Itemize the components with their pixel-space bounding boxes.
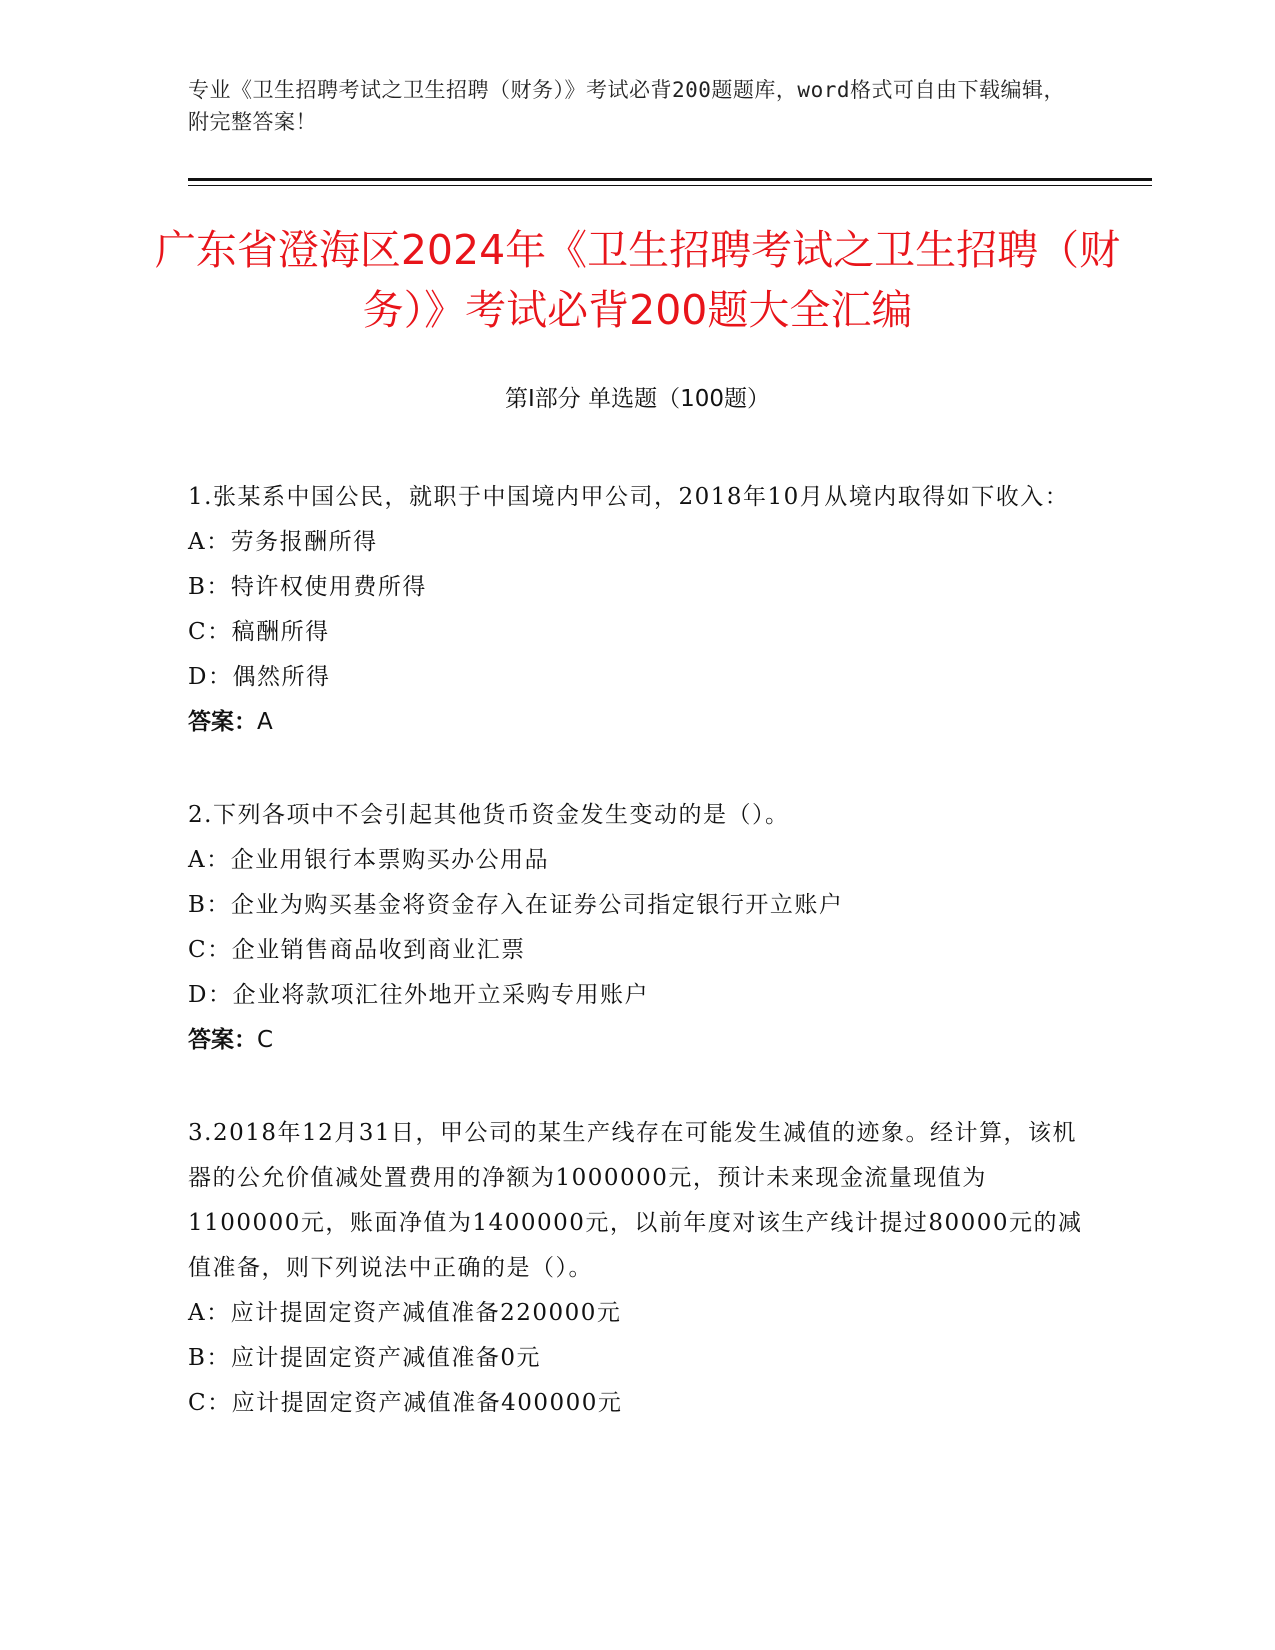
option-b: B：特许权使用费所得 <box>188 574 427 600</box>
option-c: C：稿酬所得 <box>188 619 330 645</box>
question-stem: 1.张某系中国公民，就职于中国境内甲公司，2018年10月从境内取得如下收入： <box>188 484 1070 510</box>
option-a: A：劳务报酬所得 <box>188 529 378 555</box>
option-d: D：企业将款项汇往外地开立采购专用账户 <box>188 982 649 1008</box>
question-stem: 2.下列各项中不会引起其他货币资金发生变动的是（）。 <box>188 802 790 828</box>
answer-label: 答案： <box>188 1027 257 1053</box>
answer-value: A <box>257 709 273 735</box>
header-divider-thin <box>188 185 1152 186</box>
option-a: A：应计提固定资产减值准备220000元 <box>188 1300 622 1326</box>
answer-line <box>188 700 1088 745</box>
option-b: B：应计提固定资产减值准备0元 <box>188 1345 542 1371</box>
header-divider-thick <box>188 178 1152 181</box>
option-c: C：应计提固定资产减值准备400000元 <box>188 1390 623 1416</box>
header-note: 专业《卫生招聘考试之卫生招聘（财务）》考试必背200题题库，word格式可自由下载编辑，附完整答案！ <box>188 78 1065 134</box>
question-stem: 3.2018年12月31日，甲公司的某生产线存在可能发生减值的迹象。经计算，该机器的公允价值减处置费用的净额为1000000元，预计未来现金流量现值为1100000元，账面净值为1400000元，以前年度对该生产线计提过80000元的减值准备，则下列说法中正确的是（）。 <box>188 1120 1083 1281</box>
question-2 <box>188 793 1088 1063</box>
answer-line <box>188 1018 1088 1063</box>
option-b: B：企业为购买基金将资金存入在证券公司指定银行开立账户 <box>188 892 844 918</box>
option-d: D：偶然所得 <box>188 664 331 690</box>
option-a: A：企业用银行本票购买办公用品 <box>188 847 550 873</box>
question-list <box>188 475 1088 1474</box>
option-c: C：企业销售商品收到商业汇票 <box>188 937 526 963</box>
answer-label: 答案： <box>188 709 257 735</box>
section-title: 第I部分 单选题（100题） <box>505 386 770 412</box>
question-3 <box>188 1111 1088 1426</box>
question-1 <box>188 475 1088 745</box>
answer-value: C <box>257 1027 274 1053</box>
document-title: 广东省澄海区2024年《卫生招聘考试之卫生招聘（财务）》考试必背200题大全汇编 <box>154 226 1121 334</box>
